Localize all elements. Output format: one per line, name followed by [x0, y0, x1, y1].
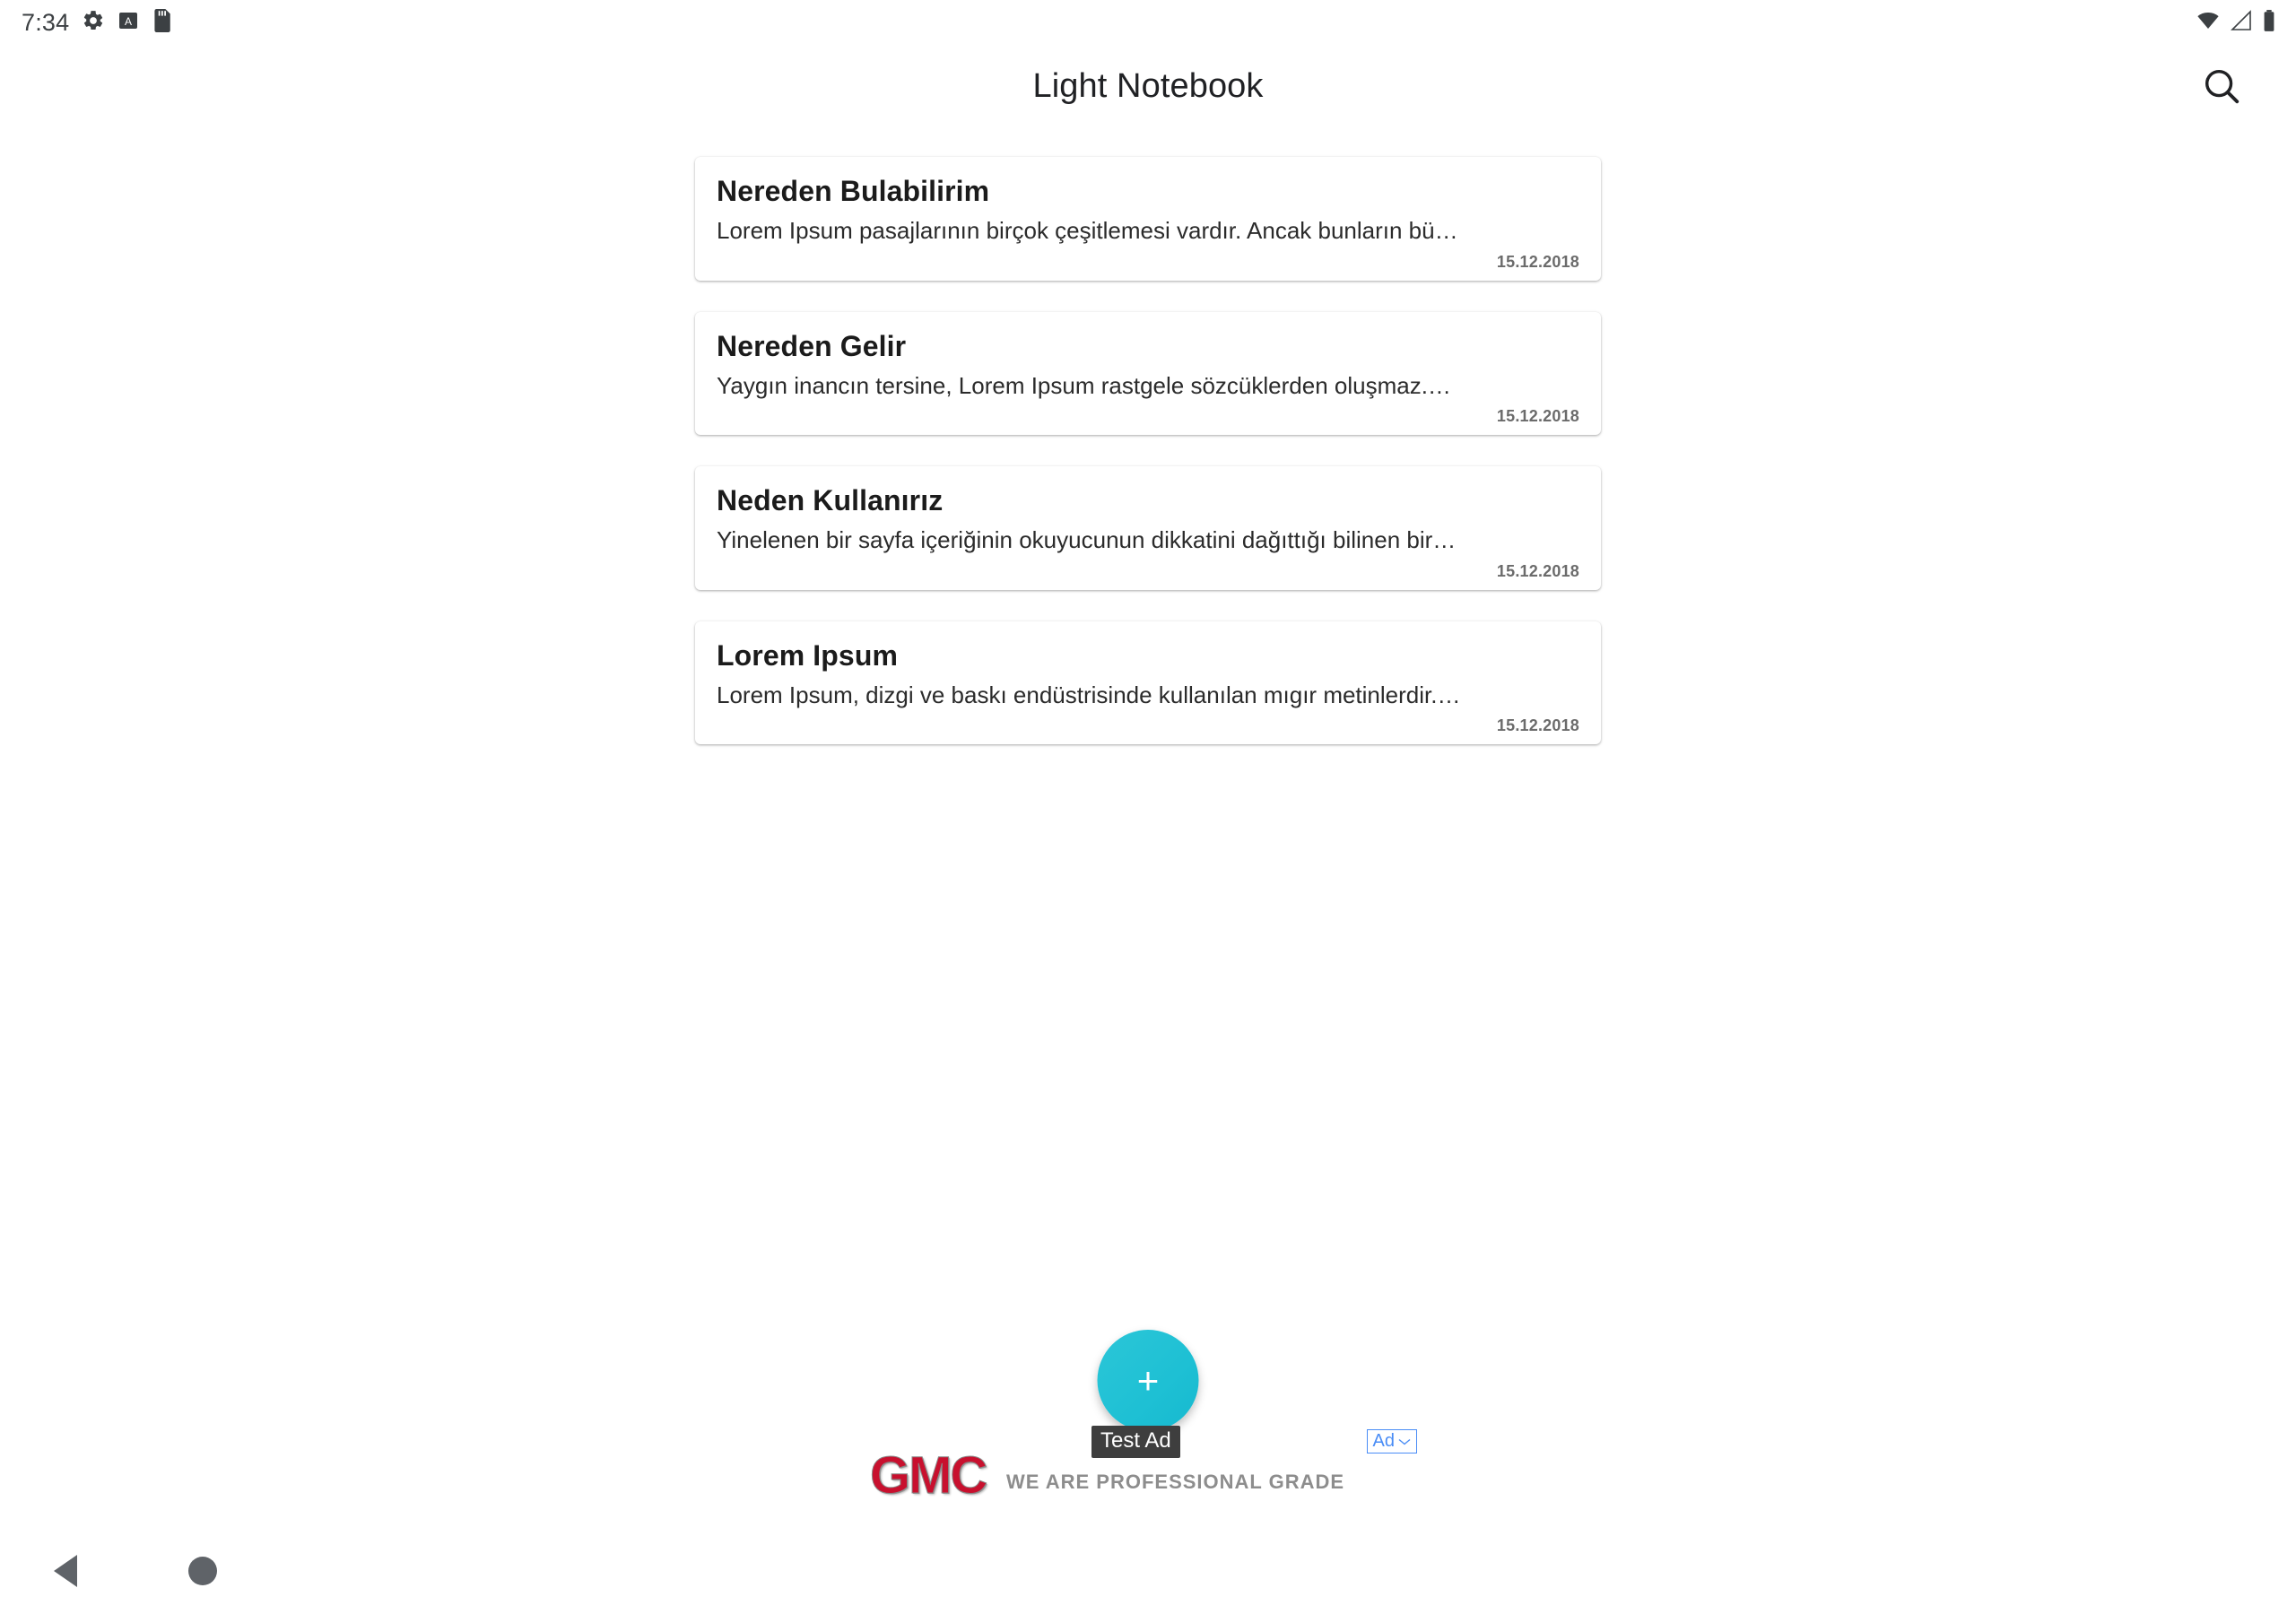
note-title: Neden Kullanırız — [717, 484, 944, 516]
note-date: 15.12.2018 — [1496, 716, 1579, 734]
note-preview: Lorem Ipsum, dizgi ve baskı endüstrisinde kullanılan mıgır metinlerdir.… — [717, 681, 1461, 708]
note-preview: Lorem Ipsum pasajlarının birçok çeşitlemesi vardır. Ancak bunların bü… — [717, 217, 1458, 244]
sdcard-icon — [152, 9, 171, 36]
chevron-down-icon — [1398, 1431, 1411, 1452]
back-icon[interactable] — [54, 1555, 77, 1587]
list-item[interactable] — [695, 157, 1601, 281]
status-bar — [0, 0, 2296, 45]
nav-bar — [0, 1528, 2296, 1614]
note-date: 15.12.2018 — [1496, 407, 1579, 425]
home-icon[interactable] — [188, 1557, 217, 1585]
wifi-icon — [2196, 10, 2221, 35]
list-item[interactable] — [695, 312, 1601, 436]
page-title: Light Notebook — [1032, 66, 1264, 105]
status-bar-left — [22, 9, 171, 37]
plus-icon: + — [1136, 1358, 1160, 1401]
note-preview: Yinelenen bir sayfa içeriğinin okuyucunun dikkatini dağıttığı bilinen bir… — [717, 526, 1457, 553]
add-note-fab[interactable] — [1098, 1330, 1199, 1431]
note-date: 15.12.2018 — [1496, 252, 1579, 271]
note-title: Nereden Gelir — [717, 329, 907, 362]
ad-test-label: Test Ad — [1091, 1426, 1180, 1458]
note-list — [695, 157, 1601, 744]
list-item[interactable] — [695, 466, 1601, 590]
app-bar — [0, 45, 2296, 127]
gear-icon — [82, 9, 105, 36]
ad-badge[interactable] — [1367, 1429, 1417, 1453]
ad-banner[interactable] — [870, 1426, 1426, 1515]
list-item[interactable] — [695, 621, 1601, 745]
signal-icon — [2230, 10, 2253, 35]
status-bar-right — [2196, 0, 2276, 45]
note-title: Lorem Ipsum — [717, 638, 899, 672]
svg-text:A: A — [125, 15, 133, 28]
note-title: Nereden Bulabilirim — [717, 175, 990, 207]
status-clock: 7:34 — [22, 8, 70, 36]
note-preview: Yaygın inancın tersine, Lorem Ipsum rastgele sözcüklerden oluşmaz.… — [717, 371, 1451, 399]
ad-logo: GMC — [870, 1446, 987, 1505]
battery-icon — [2262, 9, 2276, 36]
ad-badge-label: Ad — [1372, 1431, 1395, 1451]
search-icon[interactable] — [2192, 56, 2251, 116]
app-icon — [117, 10, 139, 35]
note-date: 15.12.2018 — [1496, 561, 1579, 580]
ad-tagline: WE ARE PROFESSIONAL GRADE — [1006, 1471, 1345, 1493]
